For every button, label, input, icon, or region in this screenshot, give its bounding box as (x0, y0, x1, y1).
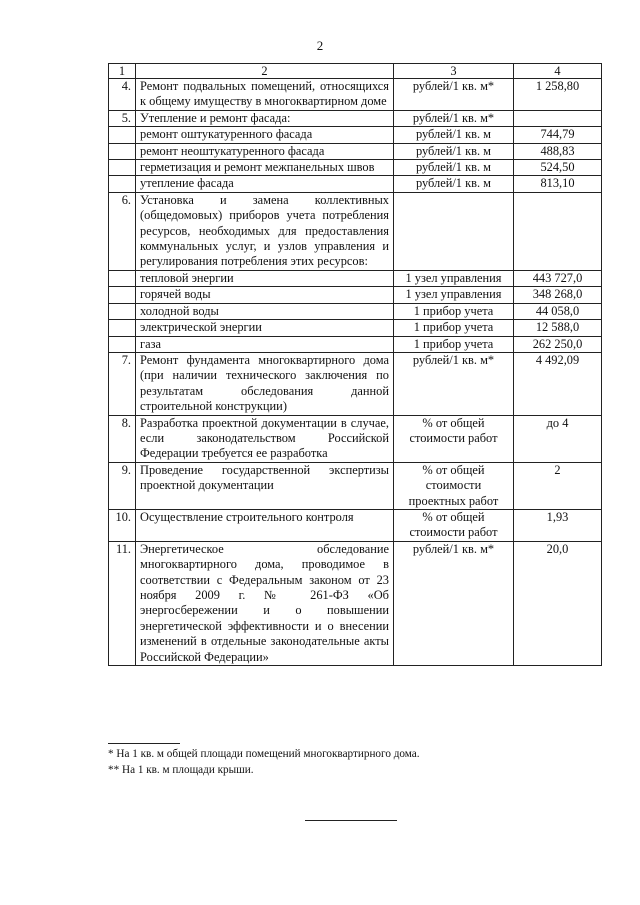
row-value: 1 258,80 (514, 79, 602, 111)
row-description: горячей воды (136, 287, 394, 303)
row-value (514, 110, 602, 126)
row-number: 4. (109, 79, 136, 111)
footnote-2: ** На 1 кв. м площади крыши. (108, 764, 254, 776)
header-cell-1: 1 (109, 64, 136, 79)
row-unit: 1 прибор учета (394, 320, 514, 336)
page-number: 2 (316, 38, 324, 53)
row-unit: рублей/1 кв. м (394, 143, 514, 159)
header-cell-2: 2 (136, 64, 394, 79)
row-value: 44 058,0 (514, 303, 602, 319)
row-number: 10. (109, 509, 136, 541)
table-row (109, 352, 602, 415)
table-row (109, 303, 602, 319)
row-unit: рублей/1 кв. м (394, 176, 514, 192)
table-row (109, 415, 602, 462)
row-number (109, 287, 136, 303)
table-row (109, 127, 602, 143)
row-number (109, 270, 136, 286)
row-value: 20,0 (514, 541, 602, 665)
row-description: холодной воды (136, 303, 394, 319)
row-unit: рублей/1 кв. м* (394, 352, 514, 415)
table-row (109, 192, 602, 270)
row-description: Утепление и ремонт фасада: (136, 110, 394, 126)
table-row (109, 143, 602, 159)
row-number: 9. (109, 462, 136, 509)
row-description: герметизация и ремонт межпанельных швов (136, 160, 394, 176)
row-value: 1,93 (514, 509, 602, 541)
footnote-separator (108, 743, 180, 744)
table-row (109, 160, 602, 176)
table-row (109, 320, 602, 336)
row-unit (394, 192, 514, 270)
row-value: 813,10 (514, 176, 602, 192)
row-description: электрической энергии (136, 320, 394, 336)
table-row (109, 336, 602, 352)
row-description: утепление фасада (136, 176, 394, 192)
row-description: тепловой энергии (136, 270, 394, 286)
table-header-row (109, 64, 602, 79)
row-value: 12 588,0 (514, 320, 602, 336)
row-description: газа (136, 336, 394, 352)
footnotes (108, 746, 420, 778)
row-description: Ремонт фундамента многоквартирного дома (при наличии технического заключения по результатам обследования данной строительной конструкции) (136, 352, 394, 415)
row-number: 7. (109, 352, 136, 415)
table-row (109, 176, 602, 192)
row-number (109, 336, 136, 352)
row-description: ремонт неоштукатуренного фасада (136, 143, 394, 159)
row-number (109, 176, 136, 192)
table-row (109, 79, 602, 111)
table-row (109, 462, 602, 509)
row-unit: рублей/1 кв. м (394, 127, 514, 143)
row-value: 744,79 (514, 127, 602, 143)
row-description: ремонт оштукатуренного фасада (136, 127, 394, 143)
table-row (109, 541, 602, 665)
row-unit: % от общей стоимости работ (394, 509, 514, 541)
row-number: 5. (109, 110, 136, 126)
end-separator (305, 820, 397, 821)
table-row (109, 287, 602, 303)
row-description: Энергетическое обследование многоквартирного дома, проводимое в соответствии с Федеральным законом от 23 ноября 2009 г. № 261-ФЗ «Об энергосбережении и о повышении энергетической эффективности и о внесении изменений в отдельные законодательные акты Российской Федерации» (136, 541, 394, 665)
row-unit: 1 узел управления (394, 287, 514, 303)
row-description: Разработка проектной документации в случае, если законодательством Российской Федерации требуется ее разработка (136, 415, 394, 462)
table-row (109, 110, 602, 126)
row-unit: рублей/1 кв. м* (394, 110, 514, 126)
row-value: 443 727,0 (514, 270, 602, 286)
footnote-1: * На 1 кв. м общей площади помещений многоквартирного дома. (108, 748, 420, 760)
table-row (109, 270, 602, 286)
row-value: 2 (514, 462, 602, 509)
row-number (109, 143, 136, 159)
row-value: 262 250,0 (514, 336, 602, 352)
rates-table (108, 63, 602, 666)
row-number: 8. (109, 415, 136, 462)
row-unit: 1 узел управления (394, 270, 514, 286)
row-value: 488,83 (514, 143, 602, 159)
row-description: Осуществление строительного контроля (136, 509, 394, 541)
header-cell-3: 3 (394, 64, 514, 79)
row-number (109, 127, 136, 143)
row-value: до 4 (514, 415, 602, 462)
row-number: 11. (109, 541, 136, 665)
row-number (109, 303, 136, 319)
row-description: Установка и замена коллективных (общедомовых) приборов учета потребления ресурсов, необходимых для предоставления коммунальных услуг, и узлов управления и регулирования потребления этих ресурсов: (136, 192, 394, 270)
row-unit: % от общей стоимости проектных работ (394, 462, 514, 509)
row-number (109, 160, 136, 176)
row-unit: рублей/1 кв. м* (394, 79, 514, 111)
row-number: 6. (109, 192, 136, 270)
row-value: 524,50 (514, 160, 602, 176)
row-description: Проведение государственной экспертизы проектной документации (136, 462, 394, 509)
row-value: 4 492,09 (514, 352, 602, 415)
row-number (109, 320, 136, 336)
row-unit: рублей/1 кв. м (394, 160, 514, 176)
row-value: 348 268,0 (514, 287, 602, 303)
table-row (109, 509, 602, 541)
row-unit: рублей/1 кв. м* (394, 541, 514, 665)
row-unit: % от общей стоимости работ (394, 415, 514, 462)
row-description: Ремонт подвальных помещений, относящихся к общему имуществу в многоквартирном доме (136, 79, 394, 111)
row-unit: 1 прибор учета (394, 336, 514, 352)
row-value (514, 192, 602, 270)
row-unit: 1 прибор учета (394, 303, 514, 319)
header-cell-4: 4 (514, 64, 602, 79)
